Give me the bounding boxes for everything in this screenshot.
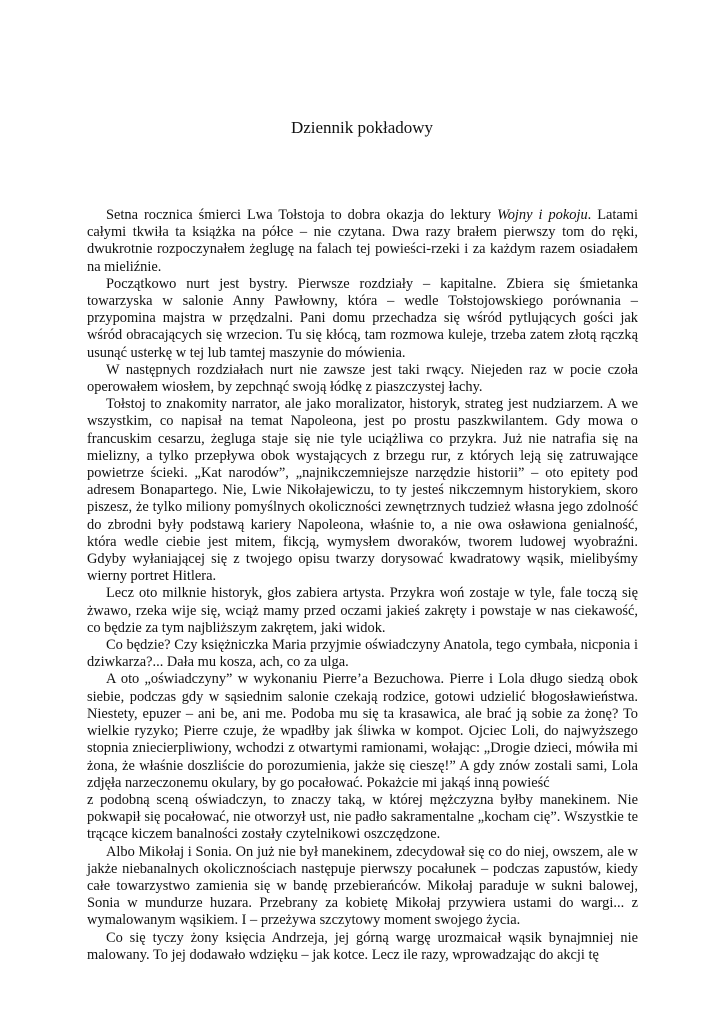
paragraph-text: . Latami całymi tkwiła ta książka na półce – nie czytana. Dwa razy brałem pierwszy tom do ręki, dwukrotnie rozpoczynałem żeglugę na falach tej powieści-rzeki i za każdym razem osiadałem na mieliźnie.	[87, 207, 638, 275]
paragraph-9: Albo Mikołaj i Sonia. On już nie był manekinem, zdecydował się co do niej, owszem, ale w jakże niebanalnych okolicznościach następuje pierwszy pocałunek – podczas zapustów, kiedy całe towarzystwo zamienia się w bandę przebierańców. Mikołaj paraduje w sukni balowej, Sonia w mundurze huzara. Przebrany za kobietę Mikołaj przywiera ustami do wargi... z wymalowanym wąsikiem. I – przeżywa szczytowy moment swojego życia.	[87, 843, 638, 929]
book-title-italic: Wojny i pokoju	[497, 207, 588, 223]
paragraph-text: Setna rocznica śmierci Lwa Tołstoja to dobra okazja do lektury	[106, 207, 498, 223]
paragraph-2: Początkowo nurt jest bystry. Pierwsze rozdziały – kapitalne. Zbiera się śmietanka towarzyska w salonie Anny Pawłowny, która – wedle Tołstojowskiego porównania – przypomina majstra w przędzalni. Pani domu przechadza się wśród pytlujących gości jak wśród obracających się wrzecion. Tu się kłócą, tam rozmowa kuleje, trzeba zatem złotą rączką usunąć usterkę w tej lub tamtej maszynie do mówienia.	[87, 275, 638, 361]
document-body	[87, 207, 638, 964]
paragraph-4: Tołstoj to znakomity narrator, ale jako moralizator, historyk, strateg jest nudziarzem. A we wszystkim, co napisał na temat Napoleona, jest po prostu paszkwilantem. Gdy mowa o francuskim cesarzu, żegluga staje się nie tyle uciążliwa co przykra. Już nie natrafia się na mielizny, a tylko przepływa obok wystających z brzegu rur, z których leją się zatruwające powietrze ścieki. „Kat narodów”, „najnikczemniejsze narzędzie historii” – oto epitety pod adresem Bonapartego. Nie, Lwie Nikołajewiczu, to ty jesteś nikczemnym historykiem, skoro piszesz, że tylko miliony pomyślnych okoliczności zewnętrznych tudzież własna jego zdolność do zbrodni były podstawą kariery Napoleona, właśnie to, a nie owa osławiona genialność, która wedle ciebie jest mitem, fikcją, wymysłem dworaków, tworem ludowej wyobraźni. Gdyby wyłaniającej się z twojego opisu twarzy dorysować kwadratowy wąsik, mielibyśmy wierny portret Hitlera.	[87, 396, 638, 585]
paragraph-5: Lecz oto milknie historyk, głos zabiera artysta. Przykra woń zostaje w tyle, fale toczą się żwawo, rzeka wije się, wciąż mamy przed oczami jakieś zakręty i powstaje w nas ciekawość, co będzie za tym najbliższym zakrętem, jaki widok.	[87, 585, 638, 636]
paragraph-10: Co się tyczy żony księcia Andrzeja, jej górną wargę urozmaicał wąsik bynajmniej nie malowany. To jej dodawało wdzięku – jak kotce. Lecz ile razy, wprowadzając do akcji tę	[87, 929, 638, 963]
paragraph-8: z podobną sceną oświadczyn, to znaczy taką, w której mężczyzna byłby manekinem. Nie pokwapił się pocałować, nie otworzył ust, nie padło sakramentalne „kocham cię”. Wszystkie te trącące kiczem banalności zostały czytelnikowi oszczędzone.	[87, 791, 638, 843]
paragraph-1	[87, 207, 638, 276]
paragraph-7: A oto „oświadczyny” w wykonaniu Pierre’a Bezuchowa. Pierre i Lola długo siedzą obok siebie, podczas gdy w sąsiednim salonie czekają rodzice, gotowi udzielić błogosławieństwa. Niestety, epuzer – ani be, ani me. Podoba mu się ta krasawica, ale brać ją sobie za żonę? To wielkie ryzyko; Pierre czuje, że wpadłby jak śliwka w kompot. Ojciec Loli, do najwyższego stopnia zniecierpliwiony, wchodzi z otwartymi ramionami, wołając: „Drogie dzieci, mówiła mi żona, że właśnie doszliście do porozumienia, jakże się cieszę!” A gdy znów zostali sami, Lola zdjęła narzeczonemu okulary, by go pocałować. Pokażcie mi jakąś inną powieść	[87, 671, 638, 791]
paragraph-6: Co będzie? Czy księżniczka Maria przyjmie oświadczyny Anatola, tego cymbała, nicponia i dziwkarza?... Dała mu kosza, ach, co za ulga.	[87, 637, 638, 671]
paragraph-3: W następnych rozdziałach nurt nie zawsze jest taki rwący. Niejeden raz w pocie czoła operowałem wiosłem, by zepchnąć swoją łódkę z piaszczystej łachy.	[87, 361, 638, 396]
page-title: Dziennik pokładowy	[290, 118, 434, 137]
